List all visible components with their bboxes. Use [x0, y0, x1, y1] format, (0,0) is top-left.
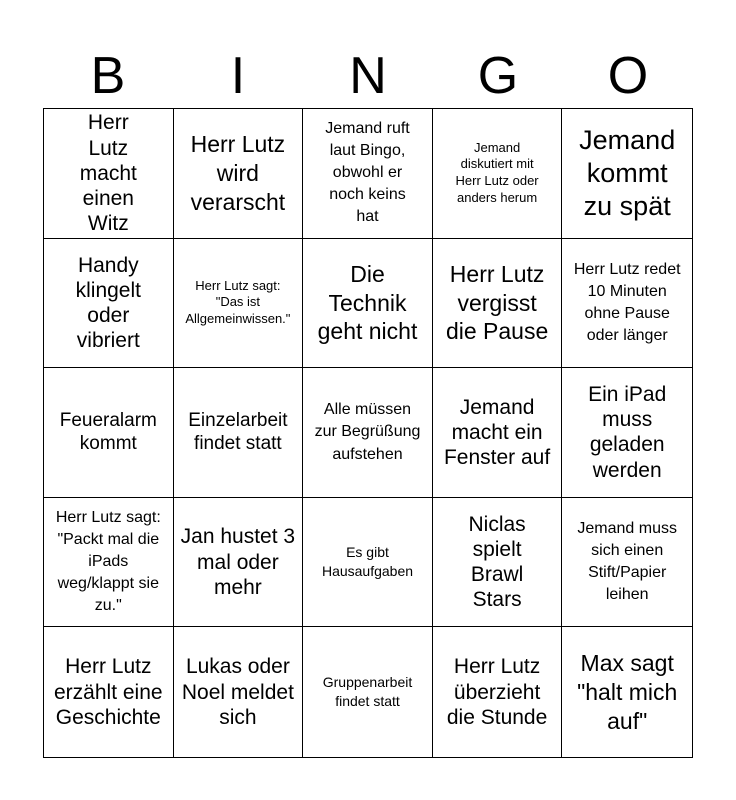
bingo-cell[interactable]: Herr Lutz überzieht die Stunde [433, 627, 563, 757]
header-letter-g: G [477, 47, 519, 105]
header-letter-n: N [349, 47, 387, 105]
bingo-cell[interactable]: Herr Lutz vergisst die Pause [433, 239, 563, 369]
bingo-cell[interactable]: Herr Lutz erzählt eine Geschichte [44, 627, 174, 757]
bingo-cell[interactable]: Einzelarbeit findet statt [174, 368, 304, 498]
bingo-cell[interactable]: Jemand ruft laut Bingo, obwohl er noch keins hat [303, 109, 433, 239]
bingo-cell[interactable]: Jan hustet 3 mal oder mehr [174, 498, 304, 628]
bingo-cell[interactable]: Die Technik geht nicht [303, 239, 433, 369]
bingo-cell[interactable]: Herr Lutz macht einen Witz [44, 109, 174, 239]
bingo-cell[interactable]: Niclas spielt Brawl Stars [433, 498, 563, 628]
bingo-cell[interactable]: Jemand diskutiert mit Herr Lutz oder anders herum [433, 109, 563, 239]
bingo-cell[interactable]: Feueralarm kommt [44, 368, 174, 498]
bingo-cell[interactable]: Herr Lutz redet 10 Minuten ohne Pause oder länger [562, 239, 692, 369]
bingo-cell[interactable]: Es gibt Hausaufgaben [303, 498, 433, 628]
bingo-cell[interactable]: Herr Lutz wird verarscht [174, 109, 304, 239]
bingo-cell[interactable]: Herr Lutz sagt: "Das ist Allgemeinwissen." [174, 239, 304, 369]
bingo-cell[interactable]: Handy klingelt oder vibriert [44, 239, 174, 369]
header-letter-i: I [230, 47, 246, 105]
bingo-cell[interactable]: Jemand muss sich einen Stift/Papier leihen [562, 498, 692, 628]
bingo-cell[interactable]: Ein iPad muss geladen werden [562, 368, 692, 498]
header-letter-o: O [607, 47, 649, 105]
bingo-board [43, 108, 693, 758]
bingo-header [43, 44, 693, 108]
bingo-cell[interactable]: Herr Lutz sagt: "Packt mal die iPads weg/klappt sie zu." [44, 498, 174, 628]
header-letter-b: B [90, 47, 126, 105]
bingo-cell[interactable]: Max sagt "halt mich auf" [577, 650, 678, 734]
bingo-cell[interactable]: Jemand kommt zu spät [562, 109, 692, 239]
bingo-cell[interactable]: Alle müssen zur Begrüßung aufstehen [303, 368, 433, 498]
bingo-cell[interactable]: Gruppenarbeit findet statt [303, 627, 433, 757]
bingo-cell[interactable]: Jemand macht ein Fenster auf [433, 368, 563, 498]
bingo-cell[interactable]: Lukas oder Noel meldet sich [174, 627, 304, 757]
